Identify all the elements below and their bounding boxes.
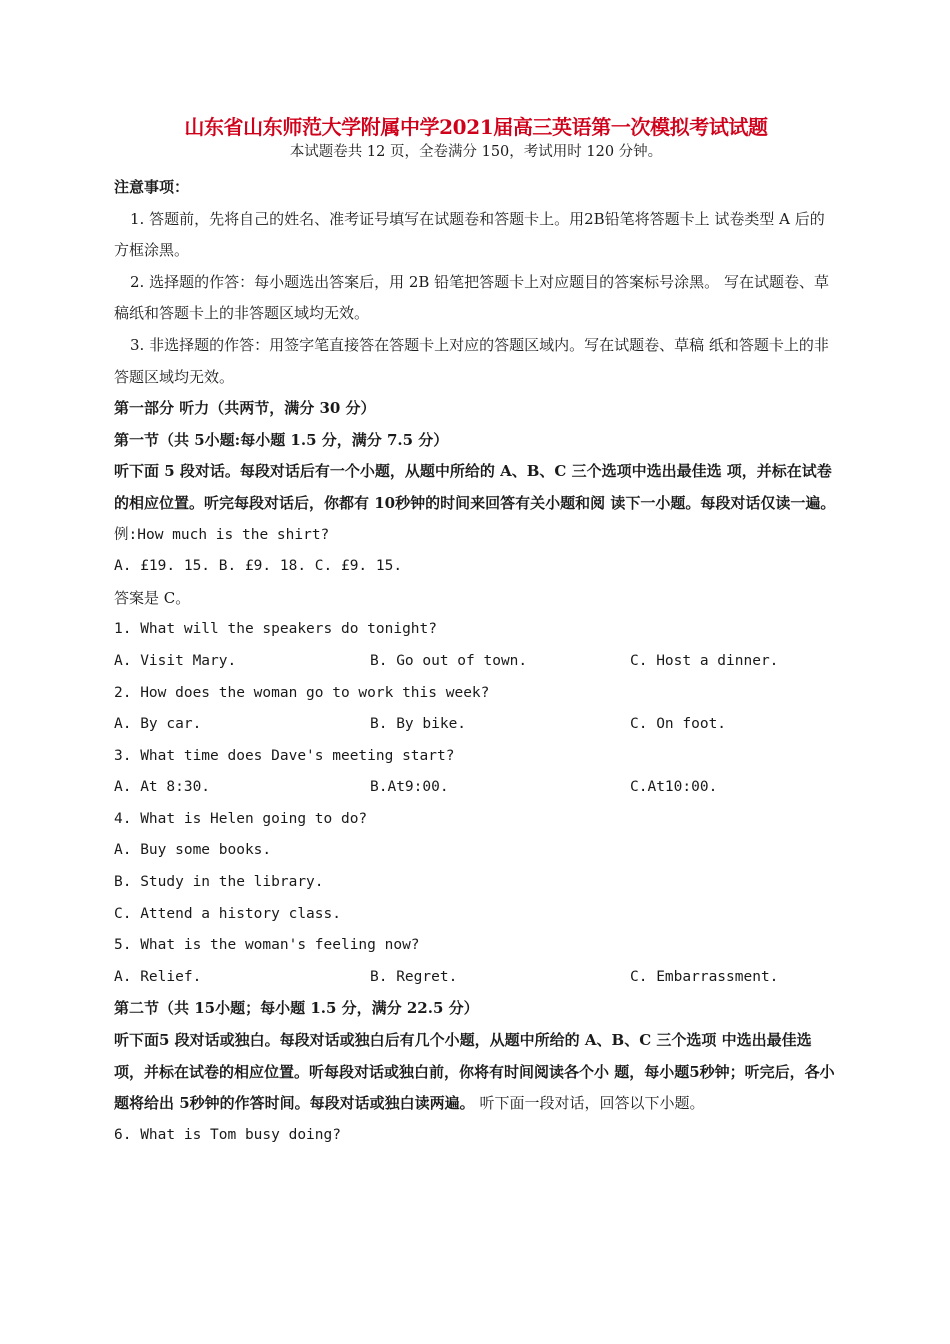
question-6: 6. What is Tom busy doing? xyxy=(114,1126,341,1143)
option-b: B. Regret. xyxy=(370,968,458,985)
option-c: C.At10:00. xyxy=(630,779,718,796)
question-4-option-b: B. Study in the library. xyxy=(114,874,324,891)
option-b: B.At9:00. xyxy=(370,779,449,796)
section2-instructions-text: 听下面5 段对话或独白。每段对话或独白后有几个小题，从题中所给的 A、B、C 三个选项 中选出最佳选项，并标在试卷的相应位置。听每段对话或独白前，你将有时间阅读各个小 题，每小题5秒钟；听完后，各小题将给出 5秒钟的作答时间。每段对话或独白读两遍。 xyxy=(114,1031,835,1113)
option-a: A. At 8:30. xyxy=(114,779,211,796)
page-title: 山东省山东师范大学附属中学2021届高三英语第一次模拟考试试题 xyxy=(184,115,768,139)
section1-heading: 第一节（共 5小题:每小题 1.5 分，满分 7.5 分） xyxy=(114,430,449,449)
note-item-2: 2. 选择题的作答：每小题选出答案后，用 2B 铅笔把答题卡上对应题目的答案标号涂黑。 写在试题卷、草稿纸和答题卡上的非答题区域均无效。 xyxy=(114,272,829,323)
question-4-option-a: A. Buy some books. xyxy=(114,842,272,859)
page-subtitle: 本试题卷共 12 页，全卷满分 150，考试用时 120 分钟。 xyxy=(289,144,663,160)
question-2: 2. How does the woman go to work this week? xyxy=(114,684,490,701)
example-question: 例:How much is the shirt? xyxy=(114,526,330,543)
option-c: C. Host a dinner. xyxy=(630,652,779,669)
section2-tail: 听下面一段对话，回答以下小题。 xyxy=(474,1094,705,1113)
option-b: B. By bike. xyxy=(370,716,467,733)
question-5: 5. What is the woman's feeling now? xyxy=(114,937,420,954)
option-c: C. On foot. xyxy=(630,716,727,733)
question-4: 4. What is Helen going to do? xyxy=(114,810,368,827)
section2-instructions xyxy=(114,1025,838,1120)
section1-instructions: 听下面 5 段对话。每段对话后有一个小题，从题中所给的 A、B、C 三个选项中选出最佳选 项，并标在试卷的相应位置。听完每段对话后，你都有 10秒钟的时间来回答有关小题和阅 读下一小题。每段对话仅读一遍。 xyxy=(114,462,836,512)
option-a: A. Relief. xyxy=(114,968,202,985)
note-item-1: 1. 答题前，先将自己的姓名、准考证号填写在试题卷和答题卡上。用2B铅笔将答题卡上 试卷类型 A 后的方框涂黑。 xyxy=(114,209,825,260)
question-1: 1. What will the speakers do tonight? xyxy=(114,621,438,638)
notes-heading: 注意事项： xyxy=(114,178,190,196)
question-2-options xyxy=(114,709,838,741)
option-a: A. Visit Mary. xyxy=(114,652,237,669)
example-answer: 答案是 C。 xyxy=(114,588,191,607)
question-1-options xyxy=(114,646,838,678)
question-5-options xyxy=(114,962,838,994)
example-options: A. £19. 15. B. £9. 18. C. £9. 15. xyxy=(114,558,403,575)
part1-heading: 第一部分 听力（共两节，满分 30 分） xyxy=(114,399,376,418)
option-b: B. Go out of town. xyxy=(370,652,528,669)
note-item-3: 3. 非选择题的作答：用签字笔直接答在答题卡上对应的答题区域内。写在试题卷、草稿 纸和答题卡上的非答题区域均无效。 xyxy=(114,335,829,386)
question-3-options xyxy=(114,772,838,804)
option-a: A. By car. xyxy=(114,716,202,733)
question-3: 3. What time does Dave's meeting start? xyxy=(114,747,455,764)
option-c: C. Embarrassment. xyxy=(630,968,779,985)
exam-page xyxy=(114,112,838,1151)
question-4-option-c: C. Attend a history class. xyxy=(114,905,341,922)
section2-heading: 第二节（共 15小题；每小题 1.5 分，满分 22.5 分） xyxy=(114,999,479,1018)
